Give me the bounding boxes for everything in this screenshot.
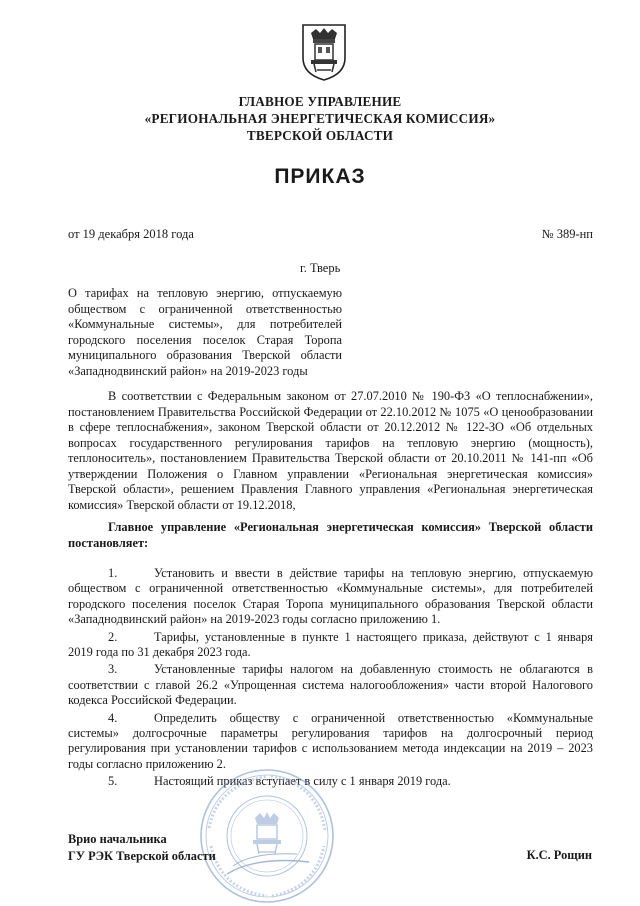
subject-line: О тарифах на тепловую энергию, отпускаемую xyxy=(68,286,342,300)
item-number: 5. xyxy=(108,774,118,789)
item-number: 1. xyxy=(108,566,118,580)
preamble-paragraph: В соответствии с Федеральным законом от 27.07.2010 № 190-ФЗ «О теплоснабжении», постановлением Правительства Российской Федерации от 22.10.2012 № 1075 «О ценообразовании в сфере теплоснабжения», законом Тверской области от 20.12.2012 № 122-ЗО «Об отдельных вопросах государственного регулирования тарифов на тепловую энергию (мощность), теплоноситель», постановлением Правительства Тверской области от 20.10.2011 № 141-пп «Об утверждении Положения о Главном управлении «Региональная энергетическая комиссия» Тверской области», решением Правления Главного управления «Региональная энергетическая комиссия» Тверской области от 19.12.2018, xyxy=(68,389,593,512)
signatory-position xyxy=(68,831,216,865)
item-text: Тарифы, установленные в пункте 1 настоящего приказа, действуют с 1 января 2019 года по 31 декабря 2023 года. xyxy=(68,629,593,660)
decides-paragraph: Главное управление «Региональная энергетическая комиссия» Тверской области постановляет: xyxy=(68,520,593,550)
subject-line: «Западнодвинский район» на 2019-2023 годы xyxy=(68,363,308,378)
subject-line: муниципального образования Тверской области xyxy=(68,348,342,363)
order-item xyxy=(68,662,593,708)
subject-line: обществом с ограниченной ответственностью xyxy=(68,301,342,316)
order-city: г. Тверь xyxy=(300,261,341,275)
subject-line: «Коммунальные системы», для потребителей xyxy=(68,317,342,332)
item-number: 3. xyxy=(108,662,118,677)
official-stamp-icon xyxy=(197,766,337,906)
item-number: 2. xyxy=(108,629,118,644)
subject-line: городского поселения поселок Старая Торопа xyxy=(68,332,342,347)
org-line-1: ГЛАВНОЕ УПРАВЛЕНИЕ xyxy=(238,94,402,109)
item-text: Определить обществу с ограниченной ответственностью «Коммунальные системы» долгосрочные параметры регулирования тарифов на долгосрочный период регулирования при установлении тарифов с использованием метода индексации на 2019 – 2023 годы согласно приложению 2. xyxy=(68,710,593,771)
item-number: 4. xyxy=(108,710,118,725)
order-subject xyxy=(68,286,342,380)
item-text: Установить и ввести в действие тарифы на тепловую энергию, отпускаемую обществом с ограниченной ответственностью «Коммунальные системы», для потребителей городского поселения поселок Старая Торопа муниципального образования Тверской области «Западнодвинский район» на 2019-2023 годы согласно приложению 1. xyxy=(68,566,593,627)
order-item xyxy=(68,711,593,773)
signatory-name: К.С. Рощин xyxy=(526,848,592,862)
tver-coat-of-arms-icon xyxy=(299,22,349,82)
order-items xyxy=(68,566,593,792)
position-line-1: Врио начальника xyxy=(68,832,167,846)
position-line-2: ГУ РЭК Тверской области xyxy=(68,849,216,863)
order-item xyxy=(68,566,593,628)
document-title: ПРИКАЗ xyxy=(274,165,366,188)
order-item xyxy=(68,630,593,661)
org-line-2: «РЕГИОНАЛЬНАЯ ЭНЕРГЕТИЧЕСКАЯ КОМИССИЯ» xyxy=(144,111,496,126)
order-date: от 19 декабря 2018 года xyxy=(68,227,194,241)
organization-name xyxy=(0,93,640,144)
item-text: Настоящий приказ вступает в силу с 1 января 2019 года. xyxy=(154,774,451,789)
order-number: № 389-нп xyxy=(541,227,593,241)
org-line-3: ТВЕРСКОЙ ОБЛАСТИ xyxy=(246,128,394,143)
item-text: Установленные тарифы налогом на добавленную стоимость не облагаются в соответствии с главой 26.2 «Упрощенная система налогообложения» части второй Налогового кодекса Российской Федерации. xyxy=(68,662,593,708)
